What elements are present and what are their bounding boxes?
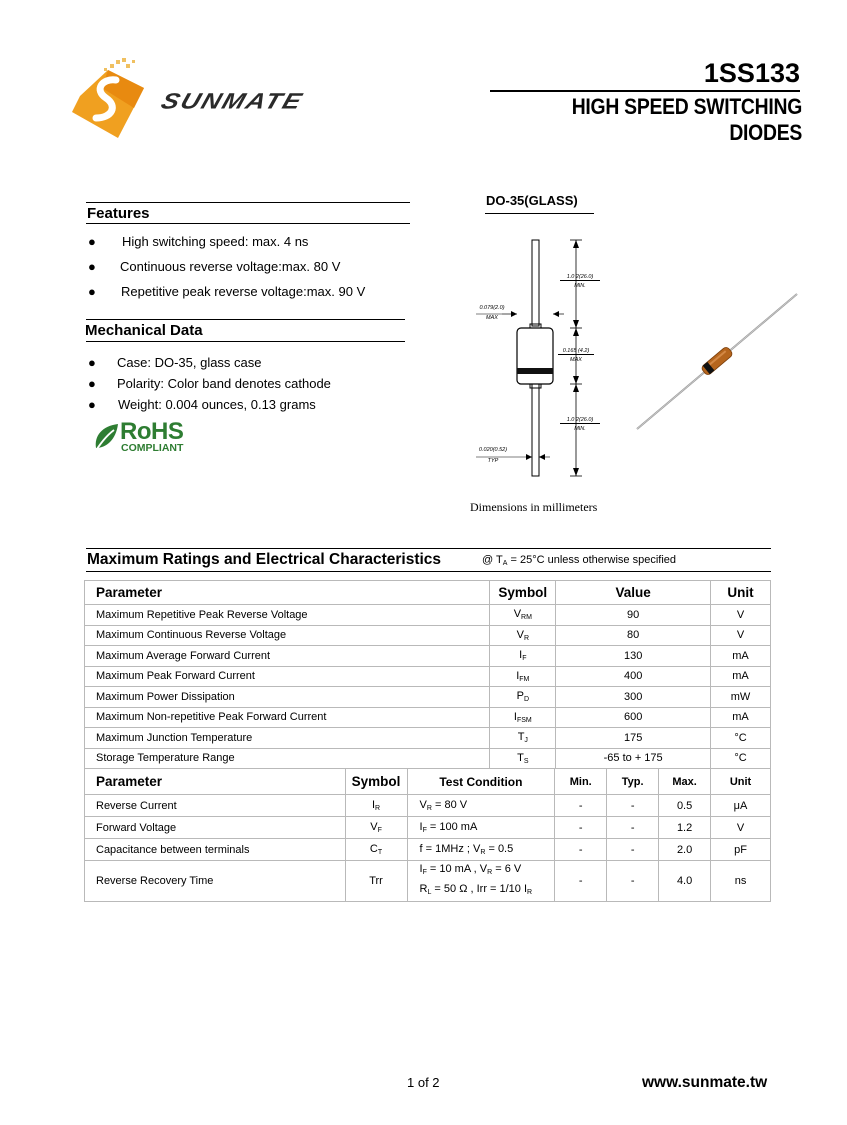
unit-cell: ns [711, 861, 771, 902]
condition-text: = 10 mA , V [426, 863, 488, 875]
symbol-main: V [516, 628, 524, 641]
table-header-row [85, 769, 771, 795]
condition-cell [407, 839, 555, 861]
symbol-main: T [517, 731, 525, 744]
header-parameter: Parameter [85, 769, 346, 795]
symbol-sub: F [377, 827, 382, 834]
symbol-main: I [516, 669, 520, 682]
diode-photo [632, 290, 802, 435]
symbol-sub: RM [521, 614, 532, 622]
min-cell: - [555, 795, 607, 817]
symbol-cell [490, 687, 556, 708]
condition-text: = 50 Ω , Irr = 1/10 I [431, 883, 528, 895]
bullet-icon: ● [88, 234, 96, 249]
value-cell: -65 to + 175 [556, 748, 711, 769]
ratings-title: Maximum Ratings and Electrical Characteristics [87, 551, 442, 568]
condition-text: = 6 V [492, 863, 522, 875]
symbol-main: I [513, 710, 517, 723]
header-min: Min. [555, 769, 607, 795]
rohs-text: RoHS [120, 418, 184, 445]
title-rule [490, 90, 800, 92]
header-unit: Unit [711, 581, 771, 605]
list-item [88, 234, 418, 259]
symbol-cell [490, 748, 556, 769]
list-item [88, 376, 418, 397]
features-top-rule [86, 202, 410, 203]
table-row [85, 839, 771, 861]
table-header-row [85, 581, 771, 605]
value-cell: 400 [556, 666, 711, 687]
table-row [85, 687, 771, 708]
lead-bot-dim: 1.0 2(26.0) [560, 417, 600, 424]
condition-line [420, 881, 555, 901]
unit-cell: μA [711, 795, 771, 817]
condition-text: f = 1MHz ; V [419, 843, 481, 855]
param-cell: Maximum Non-repetitive Peak Forward Current [85, 707, 490, 728]
symbol-cell [490, 728, 556, 749]
glass-diode-image [632, 290, 802, 435]
mechanical-text: Weight: 0.004 ounces, 0.13 grams [118, 397, 316, 412]
package-dimension-drawing [472, 236, 602, 481]
bullet-icon: ● [88, 259, 96, 274]
body-dia-dim: 0.079(2.0) [479, 305, 505, 311]
min-cell: - [555, 817, 607, 839]
bullet-icon: ● [88, 376, 96, 391]
mechanical-top-rule [86, 319, 405, 320]
value-cell: 130 [556, 646, 711, 667]
features-heading: Features [87, 205, 150, 222]
table-row [85, 625, 771, 646]
param-cell: Forward Voltage [85, 817, 346, 839]
typ-cell: - [607, 861, 659, 902]
table-row [85, 666, 771, 687]
condition-text: I [419, 821, 423, 833]
document-title: HIGH SPEED SWITCHING DIODES [571, 94, 802, 145]
bullet-icon: ● [88, 284, 96, 299]
header-unit: Unit [711, 769, 771, 795]
condition-text: V [419, 799, 427, 811]
param-cell: Capacitance between terminals [85, 839, 346, 861]
condition-sub: F [422, 827, 427, 834]
symbol-cell [490, 646, 556, 667]
max-cell: 2.0 [659, 839, 711, 861]
symbol-main: V [370, 821, 378, 833]
header-symbol: Symbol [490, 581, 556, 605]
ratings-condition-sub: A [502, 560, 508, 567]
lead-top-dim-sub: MIN. [574, 283, 586, 289]
max-cell: 0.5 [659, 795, 711, 817]
condition-text: I [419, 863, 423, 875]
value-cell: 175 [556, 728, 711, 749]
condition-text: = 100 mA [426, 821, 478, 833]
unit-cell: V [711, 817, 771, 839]
symbol-cell [490, 605, 556, 626]
features-bottom-rule [86, 223, 410, 224]
min-cell: - [555, 861, 607, 902]
header-test-condition: Test Condition [407, 769, 555, 795]
table-row [85, 707, 771, 728]
condition-sub: R [527, 889, 533, 896]
condition-text: = 80 V [431, 799, 468, 811]
symbol-sub: R [375, 805, 381, 812]
max-cell: 1.2 [659, 817, 711, 839]
sunmate-logo [72, 56, 152, 147]
symbol-main: T [517, 751, 524, 764]
website-link[interactable]: www.sunmate.tw [642, 1074, 768, 1091]
part-number: 1SS133 [703, 58, 800, 88]
condition-cell [407, 861, 555, 902]
value-cell: 90 [556, 605, 711, 626]
unit-cell: V [711, 625, 771, 646]
ratings-condition [482, 554, 676, 567]
lead-dia-dim-sub: TYP [487, 458, 499, 464]
symbol-cell [345, 839, 407, 861]
sunmate-logo-icon [72, 56, 152, 142]
max-cell: 4.0 [659, 861, 711, 902]
condition-sub: L [427, 889, 432, 896]
table-row [85, 861, 771, 902]
param-cell: Maximum Power Dissipation [85, 687, 490, 708]
typ-cell: - [607, 839, 659, 861]
condition-cell [407, 817, 555, 839]
value-cell: 600 [556, 707, 711, 728]
symbol-sub: FSM [516, 716, 532, 724]
symbol-cell [490, 666, 556, 687]
unit-cell: pF [711, 839, 771, 861]
symbol-main: C [369, 843, 378, 855]
header-parameter: Parameter [85, 581, 490, 605]
brand-wordmark: SUNMATE [157, 88, 307, 114]
table-row [85, 646, 771, 667]
condition-sub: R [480, 849, 486, 856]
typ-cell: - [607, 817, 659, 839]
package-label: DO-35(GLASS) [486, 193, 578, 208]
typ-cell: - [607, 795, 659, 817]
ratings-condition-prefix: @ T [482, 554, 503, 566]
list-item [88, 397, 418, 418]
feature-text: Repetitive peak reverse voltage:max. 90 V [121, 284, 366, 299]
table-row [85, 795, 771, 817]
symbol-main: V [513, 608, 522, 621]
ratings-condition-suffix: = 25°C unless otherwise specified [507, 554, 676, 566]
body-len-dim-sub: MAX [570, 357, 582, 363]
symbol-sub: T [377, 849, 383, 856]
param-cell: Reverse Current [85, 795, 346, 817]
rohs-badge [92, 420, 202, 456]
dimension-note: Dimensions in millimeters [470, 500, 598, 514]
header-typ: Typ. [607, 769, 659, 795]
symbol-main: I [519, 649, 523, 662]
symbol-sub: R [523, 634, 529, 642]
param-cell: Maximum Peak Forward Current [85, 666, 490, 687]
rohs-compliant-text: COMPLIANT [121, 442, 184, 454]
symbol-sub: F [522, 655, 527, 663]
param-cell: Reverse Recovery Time [85, 861, 346, 902]
body-dia-dim-sub: MAX [486, 315, 498, 321]
lead-dia-dim: 0.020(0.52) [478, 447, 508, 453]
features-list [88, 234, 418, 309]
param-cell: Maximum Average Forward Current [85, 646, 490, 667]
symbol-cell: Trr [345, 861, 407, 902]
list-item [88, 284, 418, 309]
page-number: 1 of 2 [407, 1075, 440, 1090]
body-len-dim: 0.165 (4.2) [558, 348, 594, 355]
ratings-table [84, 580, 771, 769]
symbol-sub: J [524, 737, 528, 745]
lead-top-dim: 1.0 2(26.0) [560, 274, 600, 281]
condition-sub: F [422, 869, 427, 876]
unit-cell: mA [711, 707, 771, 728]
param-cell: Storage Temperature Range [85, 748, 490, 769]
unit-cell: °C [711, 728, 771, 749]
symbol-sub: S [523, 757, 529, 765]
condition-sub: R [487, 869, 493, 876]
mechanical-text: Polarity: Color band denotes cathode [117, 376, 331, 391]
unit-cell: V [711, 605, 771, 626]
value-cell: 300 [556, 687, 711, 708]
symbol-cell [490, 707, 556, 728]
condition-cell [407, 795, 555, 817]
table-row [85, 728, 771, 749]
lead-bot-dim-sub: MIN. [574, 426, 586, 432]
ratings-bottom-rule [86, 571, 771, 572]
condition-line [420, 861, 555, 881]
condition-text: = 0.5 [485, 843, 514, 855]
header-max: Max. [659, 769, 711, 795]
leaf-icon [92, 422, 120, 456]
condition-text: R [419, 883, 428, 895]
list-item [88, 355, 418, 376]
list-item [88, 259, 418, 284]
symbol-cell [345, 795, 407, 817]
ratings-top-rule [86, 548, 771, 549]
table-row [85, 817, 771, 839]
header-symbol: Symbol [345, 769, 407, 795]
symbol-cell [490, 625, 556, 646]
mechanical-text: Case: DO-35, glass case [117, 355, 262, 370]
param-cell: Maximum Repetitive Peak Reverse Voltage [85, 605, 490, 626]
symbol-main: P [516, 690, 524, 703]
symbol-sub: D [523, 696, 529, 704]
feature-text: High switching speed: max. 4 ns [122, 234, 309, 249]
table-row [85, 748, 771, 769]
mechanical-list [88, 355, 418, 418]
table-row [85, 605, 771, 626]
bullet-icon: ● [88, 397, 96, 412]
unit-cell: mA [711, 666, 771, 687]
package-underline [485, 213, 594, 214]
unit-cell: mA [711, 646, 771, 667]
unit-cell: °C [711, 748, 771, 769]
unit-cell: mW [711, 687, 771, 708]
symbol-main: I [371, 799, 376, 811]
bullet-icon: ● [88, 355, 96, 370]
electrical-table [84, 768, 771, 902]
symbol-sub: FM [519, 675, 530, 683]
feature-text: Continuous reverse voltage:max. 80 V [120, 259, 341, 274]
symbol-cell [345, 817, 407, 839]
mechanical-bottom-rule [86, 341, 405, 342]
header-value: Value [556, 581, 711, 605]
min-cell: - [555, 839, 607, 861]
mechanical-heading: Mechanical Data [85, 322, 203, 339]
param-cell: Maximum Junction Temperature [85, 728, 490, 749]
condition-sub: R [426, 805, 432, 812]
value-cell: 80 [556, 625, 711, 646]
param-cell: Maximum Continuous Reverse Voltage [85, 625, 490, 646]
